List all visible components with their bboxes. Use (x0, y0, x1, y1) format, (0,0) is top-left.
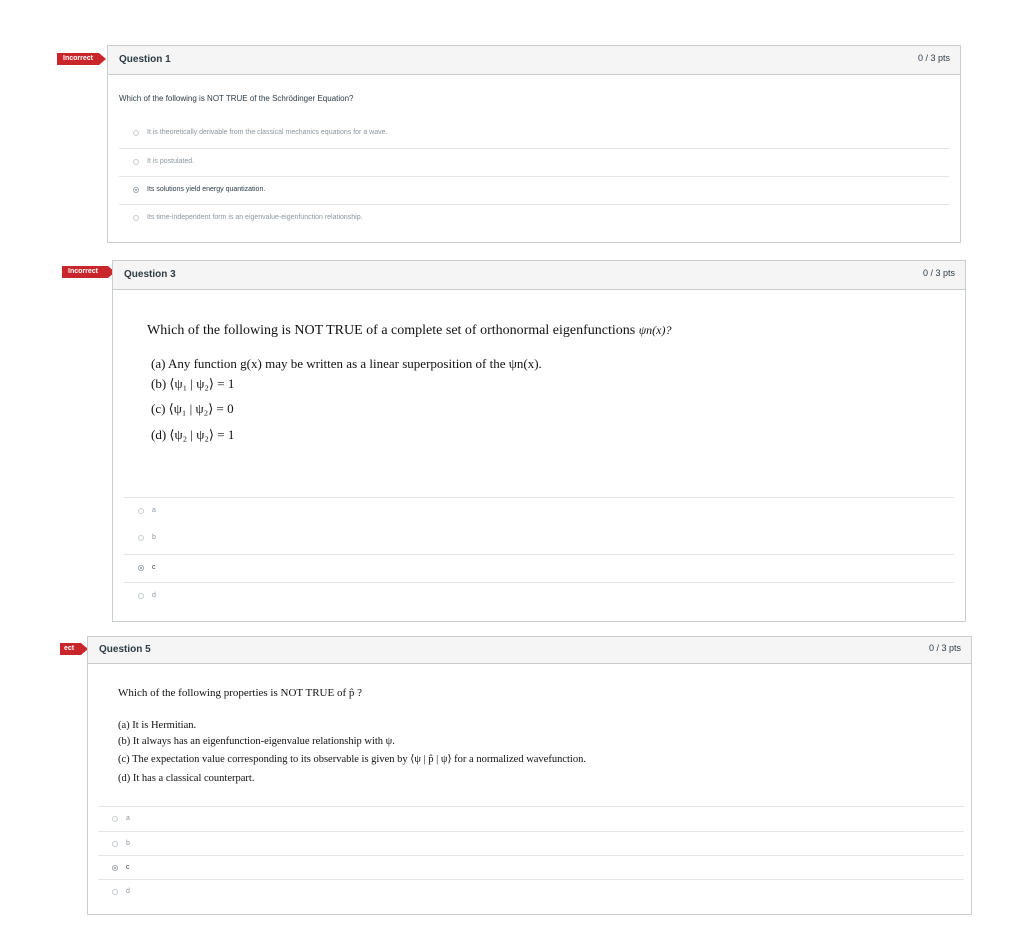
question-points: 0 / 3 pts (922, 268, 955, 278)
radio-button[interactable] (112, 889, 118, 895)
prompt-symbol: ψn(x)? (638, 323, 672, 337)
answer-option-selected[interactable] (124, 554, 954, 582)
question-header (108, 46, 960, 75)
option-line: (c) ⟨ψ₁ | ψ₂⟩ = 0 (151, 401, 234, 416)
answer-text: Its time-independent form is an eigenvalue-eigenfunction relationship. (147, 214, 363, 221)
answer-text: c (152, 564, 156, 571)
answer-text: d (126, 888, 130, 895)
incorrect-badge: Incorrect (62, 266, 108, 278)
incorrect-badge: Incorrect (57, 53, 99, 65)
radio-button[interactable] (138, 508, 144, 514)
radio-button[interactable] (133, 130, 139, 136)
answer-option[interactable] (124, 525, 954, 553)
answer-text: a (152, 507, 156, 514)
question-header (88, 637, 971, 664)
option-line: (d) ⟨ψ₂ | ψ₂⟩ = 1 (151, 427, 235, 442)
option-line: (b) ⟨ψ₁ | ψ₂⟩ = 1 (151, 376, 235, 391)
option-line: (c) The expectation value corresponding to its observable is given by ⟨ψ | p̂ | ψ⟩ for a normalized wavefunction. (118, 754, 586, 765)
answer-text: It is theoretically derivable from the classical mechanics equations for a wave. (147, 129, 388, 136)
radio-button[interactable] (133, 187, 139, 193)
question-title: Question 1 (119, 54, 171, 65)
answer-text: c (126, 864, 130, 871)
question-points: 0 / 3 pts (928, 643, 961, 653)
option-line: (a) Any function g(x) may be written as a linear superposition of the ψn(x). (151, 356, 542, 371)
radio-button[interactable] (112, 865, 118, 871)
question-prompt (147, 323, 672, 339)
question-card-5 (87, 636, 972, 915)
radio-button[interactable] (133, 159, 139, 165)
answer-option[interactable] (119, 148, 949, 176)
answer-option-selected[interactable] (119, 176, 949, 204)
question-prompt-text: Which of the following is NOT TRUE of a complete set of orthonormal eigenfunctions (147, 323, 636, 338)
question-card-3 (112, 260, 966, 622)
radio-button[interactable] (133, 215, 139, 221)
incorrect-badge: ect (60, 643, 81, 655)
answer-text: It is postulated. (147, 158, 195, 165)
option-line: (a) It is Hermitian. (118, 720, 197, 731)
radio-button[interactable] (112, 841, 118, 847)
question-prompt: Which of the following is NOT TRUE of the Schrödinger Equation? (119, 94, 354, 103)
question-header (113, 261, 965, 290)
answer-option[interactable] (124, 497, 954, 525)
option-line: (b) It always has an eigenfunction-eigenvalue relationship with ψ. (118, 736, 395, 747)
radio-button[interactable] (138, 593, 144, 599)
answer-text: a (126, 815, 130, 822)
answer-option[interactable] (119, 120, 949, 148)
radio-button[interactable] (138, 565, 144, 571)
option-line: (d) It has a classical counterpart. (118, 773, 255, 784)
radio-button[interactable] (138, 535, 144, 541)
answer-text: b (152, 534, 156, 541)
question-title: Question 3 (124, 269, 176, 280)
answer-text: d (152, 592, 156, 599)
answer-text: Its solutions yield energy quantization. (147, 186, 266, 193)
question-card-1 (107, 45, 961, 243)
answer-option-selected[interactable] (98, 855, 964, 880)
question-prompt: Which of the following properties is NOT TRUE of p̂ ? (118, 687, 362, 699)
answer-option[interactable] (119, 204, 949, 232)
question-title: Question 5 (99, 644, 151, 655)
answer-option[interactable] (124, 582, 954, 610)
question-points: 0 / 3 pts (917, 53, 950, 63)
radio-button[interactable] (112, 816, 118, 822)
answer-option[interactable] (98, 831, 964, 856)
answer-text: b (126, 840, 130, 847)
answer-option[interactable] (98, 879, 964, 904)
answer-option[interactable] (98, 806, 964, 831)
